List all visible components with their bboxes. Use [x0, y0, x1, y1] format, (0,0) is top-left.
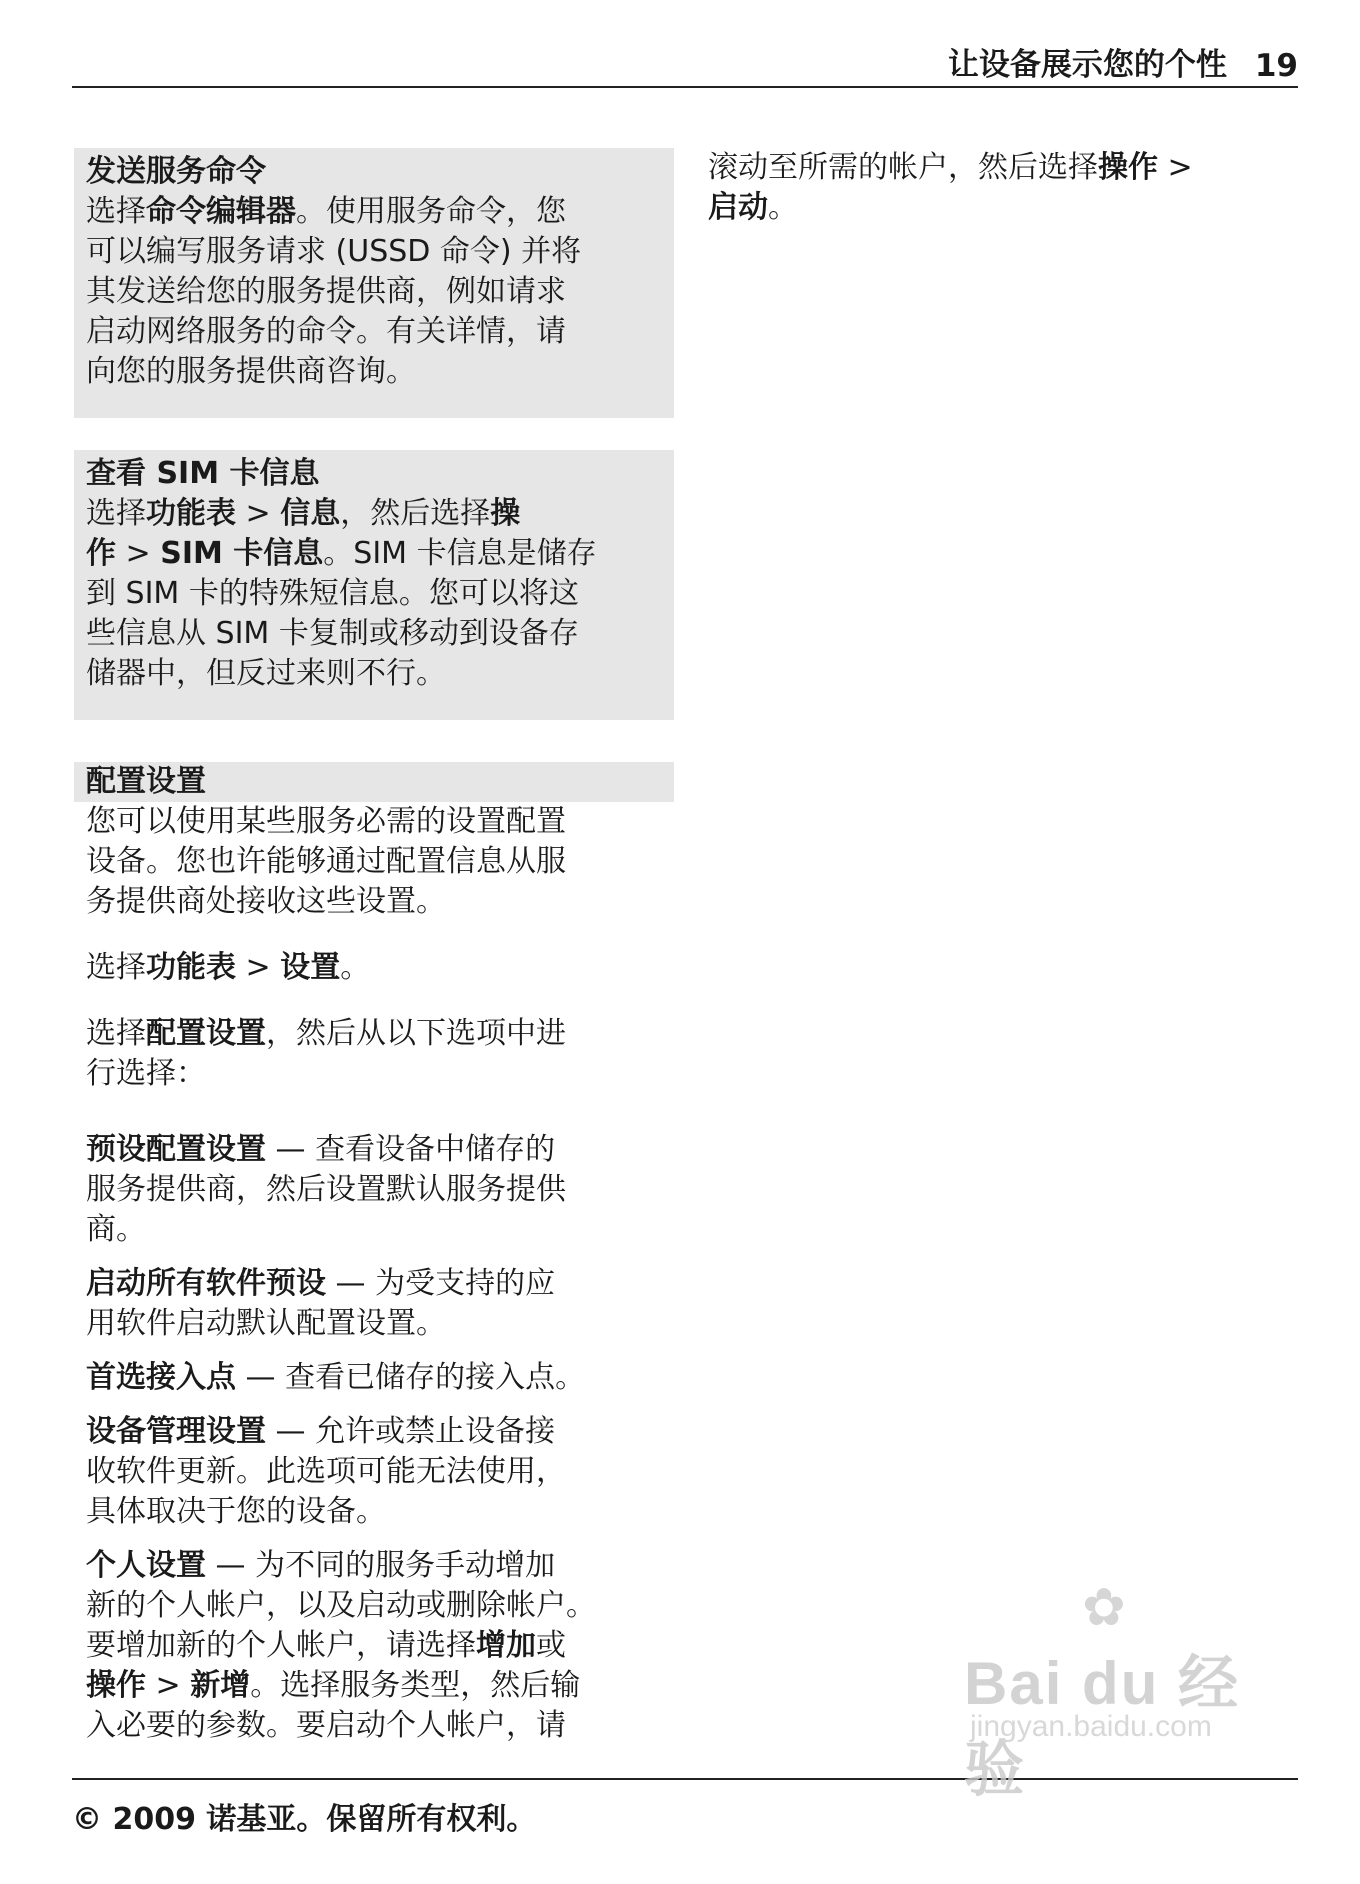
left-column	[74, 148, 674, 1746]
list-item: 设备管理设置 — 允许或禁止设备接 收软件更新。此选项可能无法使用， 具体取决于您的设备。	[86, 1414, 566, 1529]
body-line: 其发送给您的服务提供商，例如请求	[86, 274, 566, 309]
body-line: 可以编写服务请求 (USSD 命令) 并将	[86, 234, 582, 269]
send-service-command-section	[74, 148, 674, 418]
header-title: 让设备展示您的个性	[947, 47, 1227, 83]
config-section	[74, 802, 674, 1746]
list-item: 个人设置 — 为不同的服务手动增加 新的个人帐户，以及启动或删除帐户。 要增加新的个人帐户，请选择增加或 操作 > 新增。选择服务类型，然后输 入必要的参数。要启动个人帐户，请	[86, 1548, 596, 1743]
watermark-url: jingyan.baidu.com	[970, 1710, 1212, 1743]
body-line: 到 SIM 卡的特殊短信息。您可以将这	[86, 576, 579, 611]
body-line: 设备。您也许能够通过配置信息从服	[86, 844, 566, 879]
body-line: 启动网络服务的命令。有关详情，请	[86, 314, 566, 349]
section-title: 发送服务命令	[86, 154, 266, 189]
option-name: 首选接入点	[86, 1360, 236, 1395]
paw-icon: ✿	[1082, 1578, 1126, 1638]
body-line: 选择功能表 > 信息，然后选择操	[86, 496, 521, 531]
page-header	[72, 48, 1298, 88]
config-instruction	[86, 1014, 662, 1094]
section-title: 配置设置	[86, 764, 206, 799]
list-item: 首选接入点 — 查看已储存的接入点。	[86, 1360, 586, 1395]
section-title: 查看 SIM 卡信息	[86, 456, 320, 491]
option-name: 预设配置设置	[86, 1132, 266, 1167]
body-line: 选择命令编辑器。使用服务命令，您	[86, 194, 566, 229]
body-line: 务提供商处接收这些设置。	[86, 884, 446, 919]
page-number: 19	[1254, 48, 1298, 84]
config-section-header	[74, 762, 674, 802]
baidu-watermark	[964, 1578, 1294, 1803]
body-line: 您可以使用某些服务必需的设置配置	[86, 804, 566, 839]
body-line: 储器中，但反过来则不行。	[86, 656, 446, 691]
option-name: 个人设置	[86, 1548, 206, 1583]
body-line: 启动。	[708, 190, 798, 225]
body-line: 选择功能表 > 设置。	[86, 950, 371, 985]
config-options-list	[86, 1130, 662, 1746]
body-line: 向您的服务提供商咨询。	[86, 354, 416, 389]
body-line: 选择配置设置，然后从以下选项中进	[86, 1016, 566, 1051]
copyright-text: © 2009 诺基亚。保留所有权利。	[72, 1802, 537, 1837]
menu-term: 命令编辑器	[146, 194, 296, 229]
right-column	[708, 148, 1298, 228]
option-name: 启动所有软件预设	[86, 1266, 326, 1301]
watermark-logo: Bai du 经验	[964, 1650, 1241, 1803]
sim-info-section	[74, 450, 674, 720]
option-name: 设备管理设置	[86, 1414, 266, 1449]
body-line: 些信息从 SIM 卡复制或移动到设备存	[86, 616, 579, 651]
body-line: 滚动至所需的帐户，然后选择操作 >	[708, 150, 1193, 185]
list-item: 预设配置设置 — 查看设备中储存的 服务提供商，然后设置默认服务提供 商。	[86, 1132, 566, 1247]
body-line: 行选择：	[86, 1056, 206, 1091]
body-line: 作 > SIM 卡信息。SIM 卡信息是储存	[86, 536, 597, 571]
list-item: 启动所有软件预设 — 为受支持的应 用软件启动默认配置设置。	[86, 1266, 556, 1341]
